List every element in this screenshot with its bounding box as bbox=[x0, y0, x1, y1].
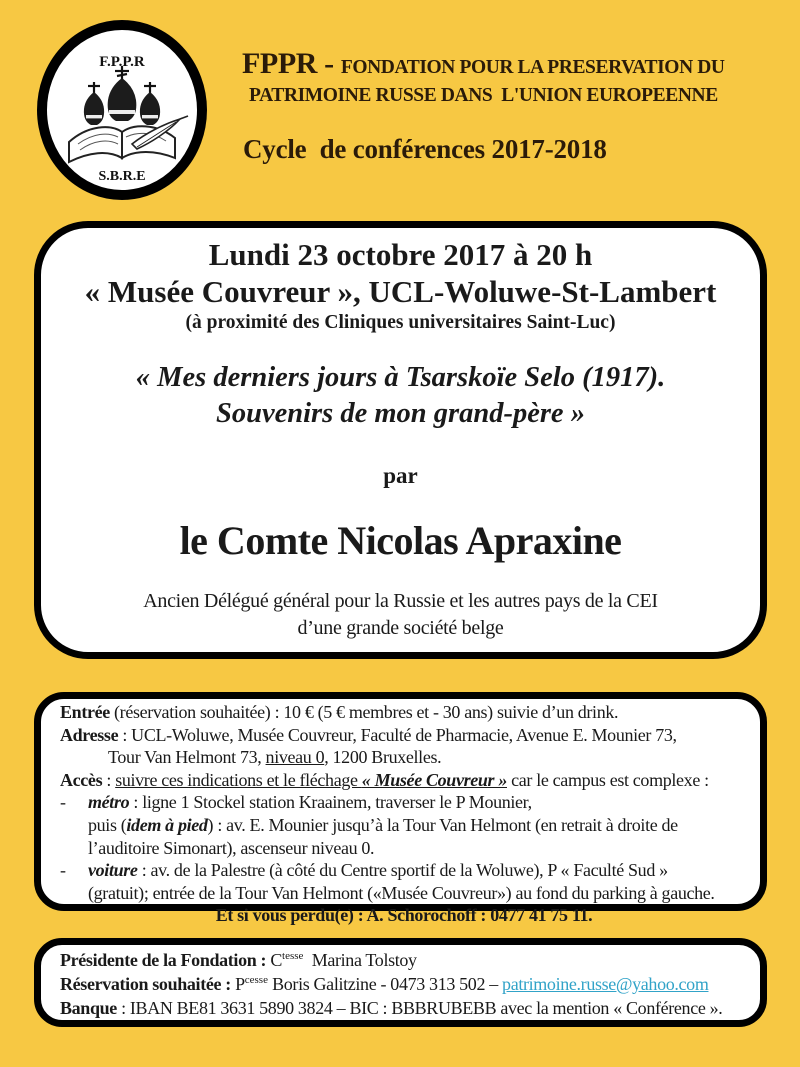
event-venue-note: (à proximité des Cliniques universitaires Saint-Luc) bbox=[185, 312, 616, 333]
organisation-title bbox=[242, 44, 790, 108]
lecture-title-line2: Souvenirs de mon grand-père » bbox=[216, 398, 585, 429]
contact-card bbox=[34, 938, 767, 1027]
speaker-description-line1: Ancien Délégué général pour la Russie et les autres pays de la CEI bbox=[143, 590, 658, 612]
practical-info-card bbox=[34, 692, 767, 926]
footer-line-reservation: Réservation souhaitée : $P^{cesse}$ Boris Galitzine - 0473 313 502 – patrimoine.russe@yahoo.com bbox=[60, 974, 709, 994]
info-line-metro: - métro : ligne 1 Stockel station Kraainem, traverser le P Mounier, bbox=[60, 792, 532, 813]
email-link[interactable]: patrimoine.russe@yahoo.com bbox=[502, 974, 709, 994]
fppr-logo bbox=[36, 20, 208, 200]
speaker-description bbox=[41, 588, 760, 642]
by-word: par bbox=[383, 463, 418, 488]
event-venue: « Musée Couvreur », UCL-Woluwe-St-Lambert bbox=[84, 274, 717, 309]
info-line-voiture: - voiture : av. de la Palestre (à côté du Centre sportif de la Woluwe), P « Faculté Sud » bbox=[60, 860, 668, 881]
bullet-dash: - bbox=[60, 792, 66, 813]
speaker-description-line2: d’une grande société belge bbox=[297, 617, 504, 639]
info-line-adresse: Adresse : UCL-Woluwe, Musée Couvreur, Faculté de Pharmacie, Avenue E. Mounier 73, bbox=[60, 724, 677, 745]
speaker-name: le Comte Nicolas Apraxine bbox=[179, 518, 622, 563]
org-name-part2: PATRIMOINE RUSSE DANS L'UNION EUROPEENNE bbox=[249, 85, 718, 106]
event-card bbox=[34, 221, 767, 659]
info-line-acces: Accès : suivre ces indications et le fléchage « Musée Couvreur » car le campus est complexe : bbox=[60, 769, 709, 790]
footer-line-presidente: Présidente de la Fondation : $C^{tesse}$ Marina Tolstoy bbox=[60, 950, 417, 970]
org-acronym: FPPR - bbox=[242, 47, 341, 80]
event-date: Lundi 23 octobre 2017 à 20 h bbox=[208, 237, 593, 272]
organisation-line1 bbox=[242, 44, 790, 83]
lecture-title-line1: « Mes derniers jours à Tsarskoïe Selo (1917). bbox=[135, 362, 666, 393]
org-name-part1: FONDATION POUR LA PRESERVATION DU bbox=[340, 57, 725, 78]
lecture-title bbox=[41, 360, 760, 432]
footer-line-banque: Banque : IBAN BE81 3631 5890 3824 – BIC : BBBRUBEBB avec la mention « Conférence ». bbox=[60, 998, 723, 1018]
cycle-title: Cycle de conférences 2017-2018 bbox=[243, 134, 607, 164]
logo-top-text: F.P.P.R bbox=[99, 54, 145, 70]
info-line-lost: Et si vous perdu(e) : A. Schorochoff : 0477 41 75 11. bbox=[215, 905, 593, 926]
info-line-entree: Entrée (réservation souhaitée) : 10 € (5 € membres et - 30 ans) suivie d’un drink. bbox=[60, 702, 619, 722]
info-line-metro3: l’auditoire Simonart), ascenseur niveau 0. bbox=[88, 837, 375, 858]
bullet-dash: - bbox=[60, 860, 66, 881]
info-line-adresse2: Tour Van Helmont 73, niveau 0, 1200 Bruxelles. bbox=[108, 747, 442, 768]
info-line-voiture2: (gratuit); entrée de la Tour Van Helmont («Musée Couvreur») au fond du parking à gauche. bbox=[88, 882, 715, 903]
logo-bottom-text: S.B.R.E bbox=[98, 169, 146, 184]
info-line-metro2: puis (idem à pied) : av. E. Mounier jusqu’à la Tour Van Helmont (en retrait à droite de bbox=[88, 814, 678, 835]
